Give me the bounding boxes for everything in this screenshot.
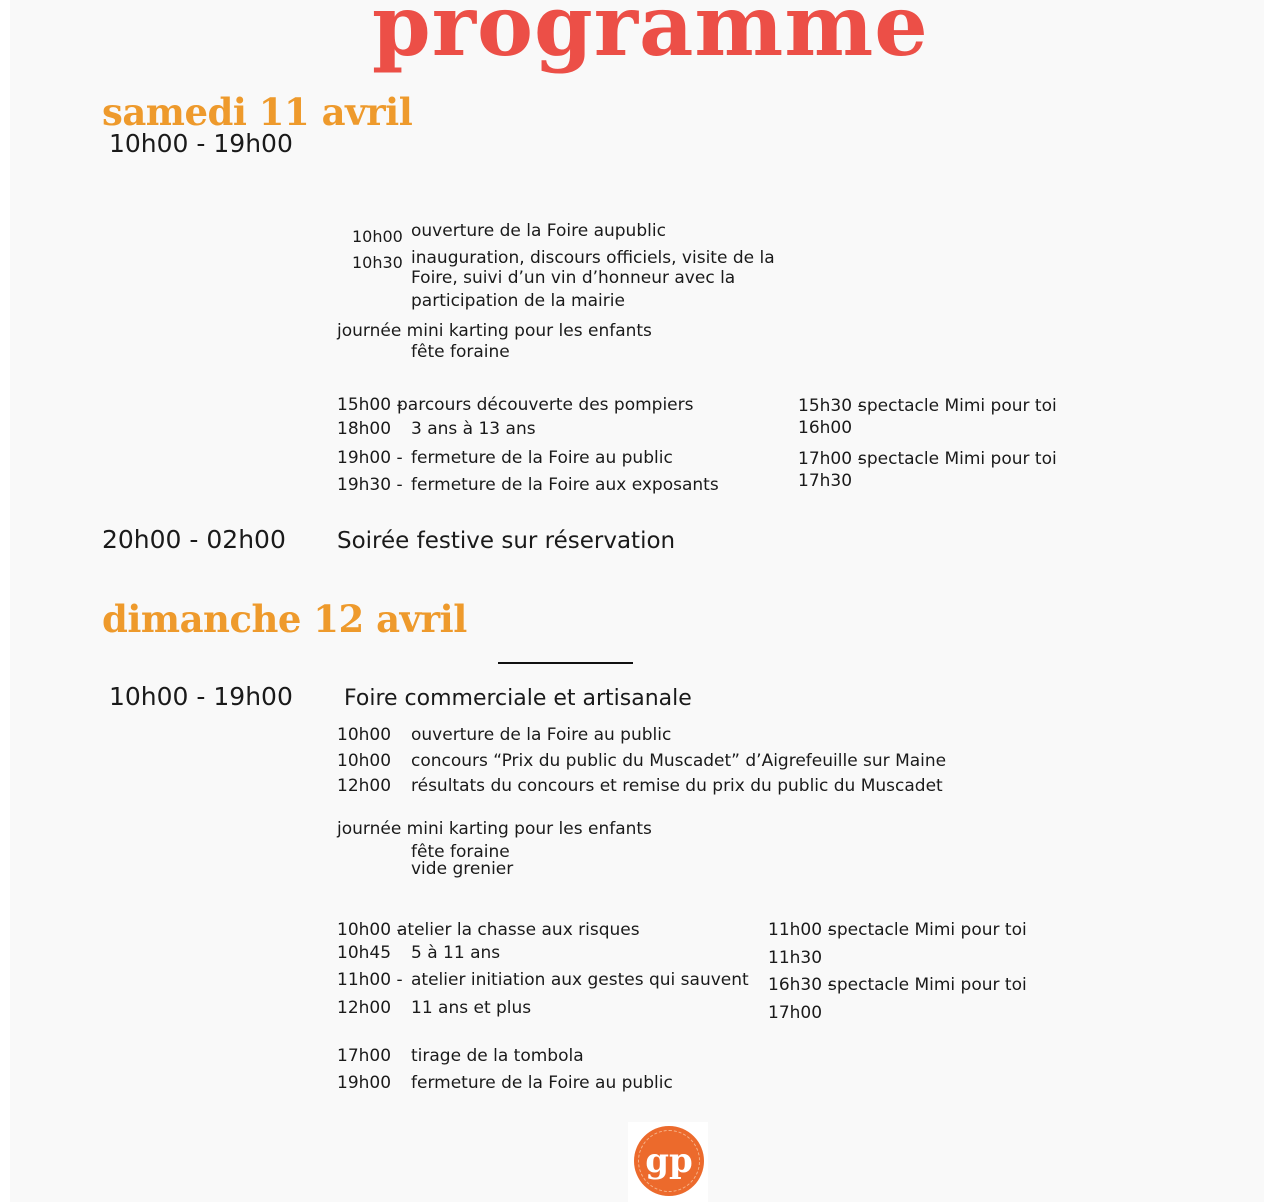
evening-text: Soirée festive sur réservation: [337, 528, 676, 554]
sun-show-start: 16h30 -: [768, 975, 834, 995]
sat-show-end: 16h00: [798, 418, 853, 438]
sun-show-text: spectacle Mimi pour toi: [828, 975, 1027, 995]
sat-activity: fête foraine: [411, 342, 510, 362]
logo-icon: [634, 1126, 704, 1196]
sun-close-text: fermeture de la Foire au public: [411, 1073, 673, 1093]
sun-tombola-text: tirage de la tombola: [411, 1046, 584, 1066]
evening-hours: 20h00 - 02h00: [102, 525, 286, 554]
sat-item-time: 10h30: [352, 253, 403, 272]
sat-show-end: 17h30: [798, 471, 853, 491]
sun-atelier-end: 10h45: [337, 943, 392, 963]
sun-atelier-age: 5 à 11 ans: [411, 943, 501, 963]
sun-atelier-text: atelier initiation aux gestes qui sauvent: [411, 970, 749, 990]
sat-close-exh-text: fermeture de la Foire aux exposants: [411, 475, 719, 495]
sun-item-time: 12h00: [337, 776, 392, 796]
sat-item-text: inauguration, discours officiels, visite de la: [411, 248, 775, 268]
sat-pompiers-text: parcours découverte des pompiers: [397, 395, 694, 415]
sun-item-time: 10h00: [337, 751, 392, 771]
sun-close-time: 19h00: [337, 1073, 392, 1093]
sat-item-text-cont: Foire, suivi d’un vin d’honneur avec la: [411, 268, 736, 288]
sat-show-start: 17h00 -: [798, 449, 864, 469]
logo-text: gp: [645, 1141, 693, 1181]
sun-atelier-age: 11 ans et plus: [411, 998, 532, 1018]
sat-show-start: 15h30 -: [798, 396, 864, 416]
sun-activity: journée mini karting pour les enfants: [337, 819, 652, 839]
sat-close-text: fermeture de la Foire au public: [411, 448, 673, 468]
sun-tombola-time: 17h00: [337, 1046, 392, 1066]
sat-close-exh-time: 19h30 -: [337, 475, 403, 495]
sun-show-text: spectacle Mimi pour toi: [828, 920, 1027, 940]
sun-activity: vide grenier: [411, 859, 514, 879]
sunday-subtitle: Foire commerciale et artisanale: [344, 686, 692, 711]
sun-show-end: 17h00: [768, 1003, 823, 1023]
sat-show-text: spectacle Mimi pour toi: [858, 449, 1057, 469]
sat-pompiers-end: 18h00: [337, 419, 392, 439]
sun-show-end: 11h30: [768, 948, 823, 968]
sat-item-text: ouverture de la Foire aupublic: [411, 221, 666, 241]
sun-show-start: 11h00 -: [768, 920, 834, 940]
sat-pompiers-age: 3 ans à 13 ans: [411, 419, 536, 439]
sunday-hours: 10h00 - 19h00: [109, 682, 293, 711]
sun-activity: fête foraine: [411, 842, 510, 862]
sunday-heading: dimanche 12 avril: [102, 597, 467, 641]
sat-activity: journée mini karting pour les enfants: [337, 321, 652, 341]
sat-item-time: 10h00: [352, 227, 403, 246]
page: [10, 0, 1264, 1202]
sun-atelier-text: atelier la chasse aux risques: [397, 920, 640, 940]
sun-item-time: 10h00: [337, 725, 392, 745]
saturday-heading: samedi 11 avril: [102, 90, 413, 134]
sun-item-text: résultats du concours et remise du prix du public du Muscadet: [411, 776, 943, 796]
sat-close-time: 19h00 -: [337, 448, 403, 468]
divider: [498, 662, 633, 664]
sat-show-text: spectacle Mimi pour toi: [858, 396, 1057, 416]
sun-atelier-time: 11h00 -: [337, 970, 403, 990]
sun-item-text: concours “Prix du public du Muscadet” d’Aigrefeuille sur Maine: [411, 751, 947, 771]
page-title: programme: [372, 0, 929, 75]
sat-pompiers-time: 15h00 -: [337, 395, 403, 415]
sat-item-text-cont: participation de la mairie: [411, 291, 625, 311]
sun-atelier-time: 10h00 -: [337, 920, 403, 940]
saturday-hours: 10h00 - 19h00: [109, 129, 293, 158]
sun-item-text: ouverture de la Foire au public: [411, 725, 672, 745]
sun-atelier-end: 12h00: [337, 998, 392, 1018]
